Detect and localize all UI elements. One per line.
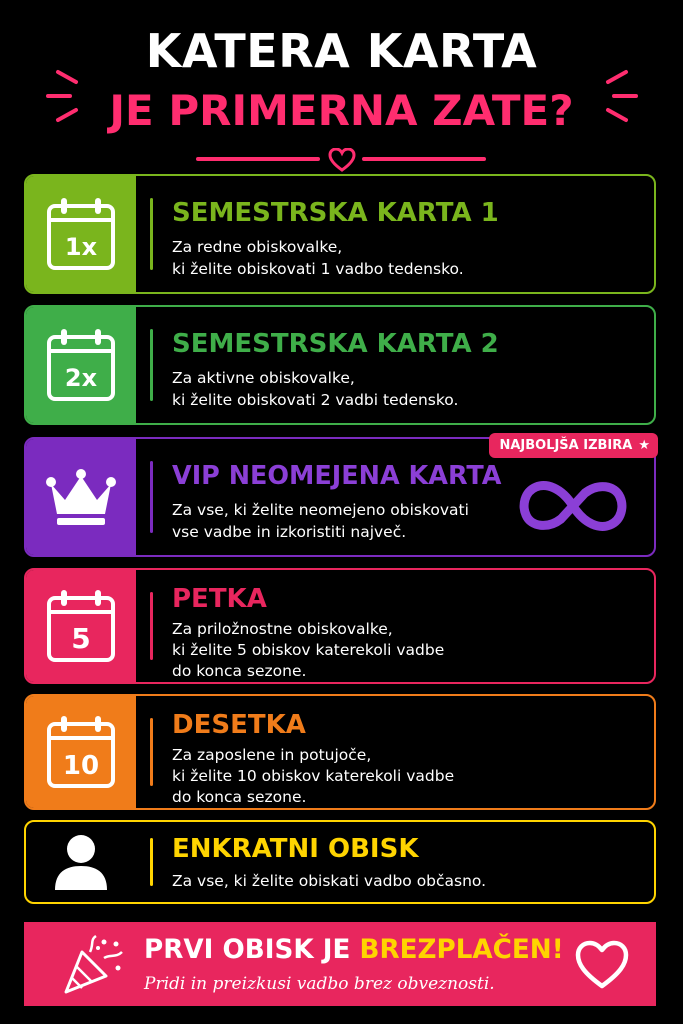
heart-icon xyxy=(328,148,356,172)
card-desc-line-1: Za aktivne obiskovalke, xyxy=(172,369,355,387)
card-desc-line-1: Za priložnostne obiskovalke, xyxy=(172,620,393,638)
underline-right xyxy=(362,157,486,161)
card-desc-line-2: ki želite 5 obiskov katerekoli vadbe xyxy=(172,641,445,659)
card-desc-line-1: Za zaposlene in potujoče, xyxy=(172,746,372,764)
svg-text:2x: 2x xyxy=(64,364,98,392)
badge-label: NAJBOLJŠA IZBIRA xyxy=(499,438,633,453)
card-vip-neomejena[interactable] xyxy=(24,437,656,557)
banner-headline-highlight: BREZPLAČEN! xyxy=(359,934,564,965)
card-title: VIP NEOMEJENA KARTA xyxy=(172,461,502,491)
accent-bar xyxy=(150,592,153,660)
title-line-1: KATERA KARTA xyxy=(145,24,538,78)
card-desc-line-2: ki želite obiskovati 1 vadbo tedensko. xyxy=(172,260,464,278)
heart-outline-icon xyxy=(574,940,630,990)
accent-bar xyxy=(150,718,153,786)
free-visit-banner[interactable] xyxy=(24,922,656,1006)
card-desc-line-2: ki želite obiskovati 2 vadbi tedensko. xyxy=(172,391,459,409)
card-semestrska-2[interactable] xyxy=(24,305,656,425)
card-semestrska-1[interactable] xyxy=(24,174,656,294)
svg-text:5: 5 xyxy=(71,622,91,655)
calendar-10-icon xyxy=(26,696,136,808)
card-title: SEMESTRSKA KARTA 2 xyxy=(172,329,499,359)
card-desc-line-1: Za vse, ki želite neomejeno obiskovati xyxy=(172,501,469,519)
banner-subline: Pridi in preizkusi vadbo brez obveznosti. xyxy=(144,974,495,994)
card-desc-line-3: do konca sezone. xyxy=(172,788,307,806)
card-petka[interactable] xyxy=(24,568,656,684)
underline-left xyxy=(196,157,320,161)
title-line-2: JE PRIMERNA ZATE? xyxy=(109,86,574,135)
card-desc-line-1: Za redne obiskovalke, xyxy=(172,238,343,256)
card-desc-line-1: Za vse, ki želite obiskati vadbo občasno. xyxy=(172,872,487,890)
crown-icon xyxy=(26,439,136,555)
card-title: SEMESTRSKA KARTA 1 xyxy=(172,198,499,228)
infinity-icon xyxy=(516,477,630,535)
svg-text:10: 10 xyxy=(62,751,100,781)
card-enkratni-obisk[interactable] xyxy=(24,820,656,904)
card-title: DESETKA xyxy=(172,710,306,740)
star-icon: ★ xyxy=(638,438,650,453)
card-desc-line-2: vse vadbe in izkoristiti največ. xyxy=(172,523,407,541)
card-desetka[interactable] xyxy=(24,694,656,810)
calendar-5-icon xyxy=(26,570,136,682)
sparkle-right-icon xyxy=(584,66,644,126)
card-desc-line-2: ki želite 10 obiskov katerekoli vadbe xyxy=(172,767,455,785)
accent-bar xyxy=(150,198,153,270)
party-popper-icon xyxy=(60,934,126,996)
accent-bar xyxy=(150,329,153,401)
calendar-2x-icon xyxy=(26,307,136,423)
card-title: PETKA xyxy=(172,584,267,614)
banner-headline xyxy=(144,934,564,965)
user-icon xyxy=(26,822,136,902)
calendar-1x-icon xyxy=(26,176,136,292)
best-choice-badge xyxy=(489,433,658,458)
banner-headline-prefix: PRVI OBISK JE xyxy=(144,934,360,965)
card-desc-line-3: do konca sezone. xyxy=(172,662,307,680)
svg-text:1x: 1x xyxy=(64,233,98,261)
card-title: ENKRATNI OBISK xyxy=(172,834,419,864)
accent-bar xyxy=(150,461,153,533)
sparkle-left-icon xyxy=(40,66,100,126)
accent-bar xyxy=(150,838,153,886)
